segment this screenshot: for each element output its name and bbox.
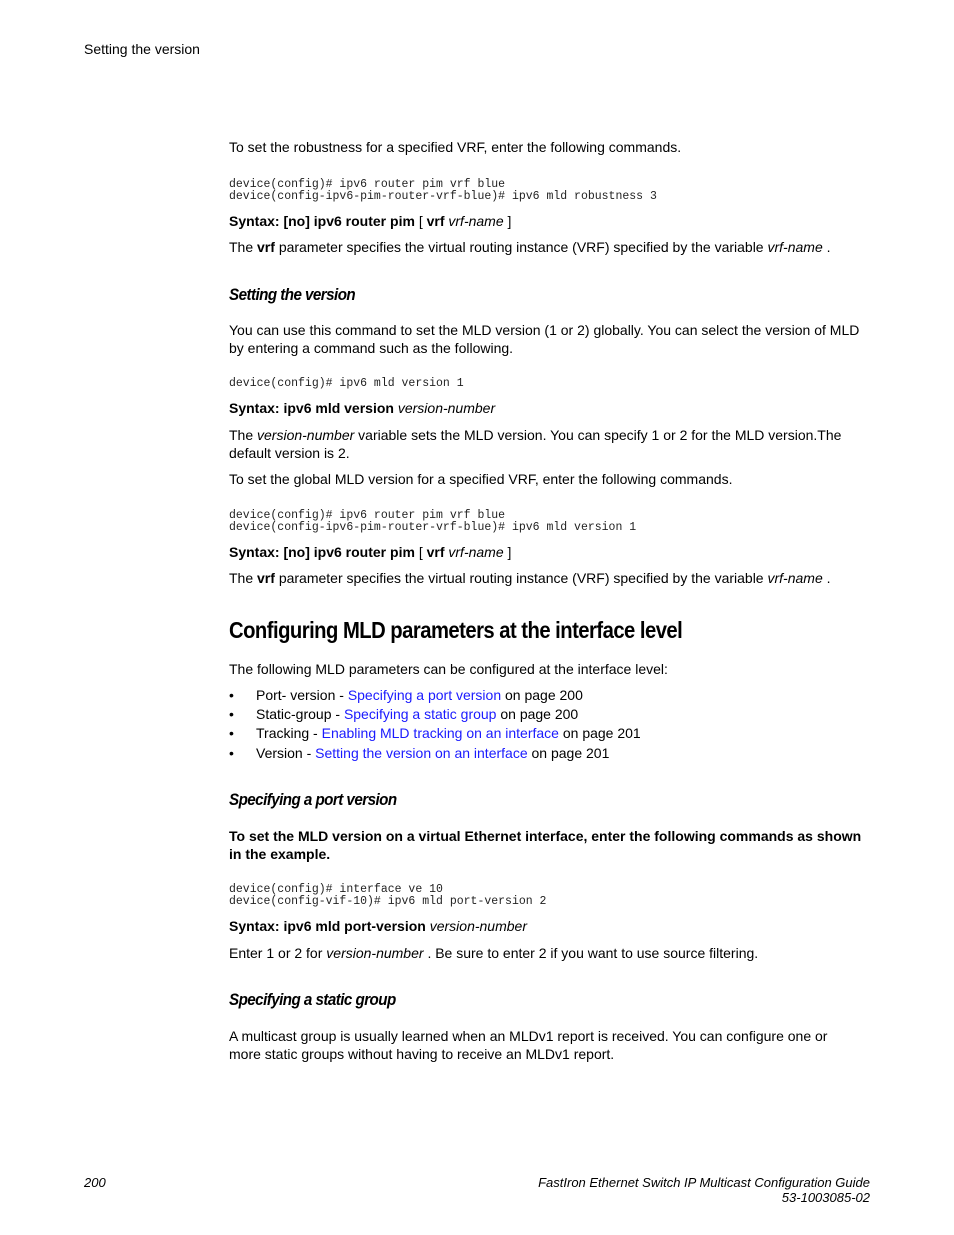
syntax-bracket-open: [ <box>418 213 423 229</box>
syntax-variable: vrf-name <box>448 213 504 229</box>
syntax-bracket-open: [ <box>418 544 423 560</box>
syntax-line-version <box>229 399 495 417</box>
link-specifying-static-group[interactable]: Specifying a static group <box>343 706 497 722</box>
version-paragraph <box>229 321 859 357</box>
syntax-prefix: Syntax: [no] ipv6 router pim <box>229 213 415 229</box>
list-item <box>256 705 578 723</box>
footer-guide-info <box>538 1175 870 1205</box>
syntax-bracket-close: ] <box>507 544 512 560</box>
syntax-prefix: Syntax: ipv6 mld version <box>229 400 394 416</box>
code-block-vrf-version <box>229 510 636 534</box>
code-line: device(config)# ipv6 router pim vrf blue <box>229 178 506 191</box>
heading-configuring-mld-interface: Configuring MLD parameters at the interface level <box>229 617 683 643</box>
syntax-line-vrf-version <box>229 543 511 561</box>
code-block-version: device(config)# ipv6 mld version 1 <box>229 377 464 390</box>
desc-text: parameter specifies the virtual routing instance (VRF) specified by the variable <box>278 239 764 255</box>
page-number: 200 <box>84 1175 106 1190</box>
list-item-label: Port- version - <box>256 687 344 703</box>
paragraph-line: A multicast group is usually learned when an MLDv1 report is received. You can configure one or <box>229 1028 828 1044</box>
bullet-glyph: • <box>229 706 234 722</box>
link-enabling-mld-tracking[interactable]: Enabling MLD tracking on an interface <box>321 725 559 741</box>
page-reference: on page 201 <box>531 745 610 761</box>
desc-period: . <box>826 570 831 586</box>
list-item-label: Static-group - <box>256 706 341 722</box>
desc-keyword: vrf <box>257 570 275 586</box>
list-item <box>256 744 609 762</box>
syntax-variable: version-number <box>429 918 527 934</box>
desc-period: . <box>826 239 831 255</box>
desc-variable: version-number <box>257 427 355 443</box>
page-reference: on page 201 <box>562 725 641 741</box>
desc-the: The <box>229 570 254 586</box>
heading-specifying-port-version: Specifying a port version <box>229 791 397 809</box>
code-line: device(config-vif-10)# ipv6 mld port-version 2 <box>229 895 547 908</box>
syntax-line-port-version <box>229 917 527 935</box>
syntax-variable: vrf-name <box>448 544 504 560</box>
link-specifying-port-version[interactable]: Specifying a port version <box>347 687 502 703</box>
code-line: device(config-ipv6-pim-router-vrf-blue)# ipv6 mld version 1 <box>229 521 637 534</box>
list-item-label: Tracking - <box>256 725 318 741</box>
static-group-paragraph <box>229 1027 827 1063</box>
bullet-glyph: • <box>229 745 234 761</box>
syntax-prefix: Syntax: [no] ipv6 router pim <box>229 544 415 560</box>
desc-keyword: vrf <box>257 239 275 255</box>
syntax-prefix: Syntax: ipv6 mld port-version <box>229 918 426 934</box>
note-variable: version-number <box>326 945 424 961</box>
instruction-line: in the example. <box>229 846 331 862</box>
desc-the: The <box>229 239 254 255</box>
desc-text: parameter specifies the virtual routing instance (VRF) specified by the variable <box>278 570 764 586</box>
page-reference: on page 200 <box>500 706 579 722</box>
robustness-intro: To set the robustness for a specified VRF, enter the following commands. <box>229 139 682 155</box>
note-text: Enter 1 or 2 for <box>229 945 323 961</box>
code-block-robustness <box>229 179 657 203</box>
code-line: device(config-ipv6-pim-router-vrf-blue)# ipv6 mld robustness 3 <box>229 190 657 203</box>
vrf-version-intro: To set the global MLD version for a specified VRF, enter the following commands. <box>229 471 733 487</box>
desc-variable: vrf-name <box>767 570 823 586</box>
syntax-variable: version-number <box>397 400 496 416</box>
syntax-keyword: vrf <box>426 213 445 229</box>
desc-the: The <box>229 427 254 443</box>
vrf-description-2 <box>229 569 831 587</box>
syntax-keyword: vrf <box>426 544 445 560</box>
heading-specifying-static-group: Specifying a static group <box>229 991 396 1009</box>
link-setting-version-interface[interactable]: Setting the version on an interface <box>315 745 528 761</box>
syntax-bracket-close: ] <box>507 213 512 229</box>
vrf-description <box>229 238 831 256</box>
desc-text: variable sets the MLD version. You can specify 1 or 2 for the MLD version.The <box>358 427 842 443</box>
interface-intro: The following MLD parameters can be configured at the interface level: <box>229 661 668 677</box>
code-line: device(config)# interface ve 10 <box>229 883 443 896</box>
code-block-port-version <box>229 884 546 908</box>
port-version-note <box>229 944 758 962</box>
paragraph-line: You can use this command to set the MLD version (1 or 2) globally. You can select the version of MLD <box>229 322 860 338</box>
list-item-label: Version - <box>256 745 312 761</box>
list-item <box>256 724 641 742</box>
running-header: Setting the version <box>84 41 200 57</box>
version-number-description <box>229 426 841 462</box>
desc-text: default version is 2. <box>229 445 350 461</box>
port-version-instruction <box>229 827 861 863</box>
note-text: . Be sure to enter 2 if you want to use source filtering. <box>427 945 759 961</box>
instruction-line: To set the MLD version on a virtual Ethernet interface, enter the following commands as shown <box>229 828 862 844</box>
guide-title: FastIron Ethernet Switch IP Multicast Configuration Guide <box>538 1175 870 1190</box>
code-line: device(config)# ipv6 router pim vrf blue <box>229 509 506 522</box>
paragraph-line: more static groups without having to receive an MLDv1 report. <box>229 1046 615 1062</box>
doc-number: 53-1003085-02 <box>781 1190 870 1205</box>
paragraph-line: by entering a command such as the following. <box>229 340 514 356</box>
syntax-line-robustness <box>229 212 511 230</box>
list-item <box>256 686 583 704</box>
desc-variable: vrf-name <box>767 239 823 255</box>
bullet-glyph: • <box>229 725 234 741</box>
page-reference: on page 200 <box>505 687 583 703</box>
bullet-glyph: • <box>229 687 234 703</box>
heading-setting-the-version: Setting the version <box>229 286 356 304</box>
